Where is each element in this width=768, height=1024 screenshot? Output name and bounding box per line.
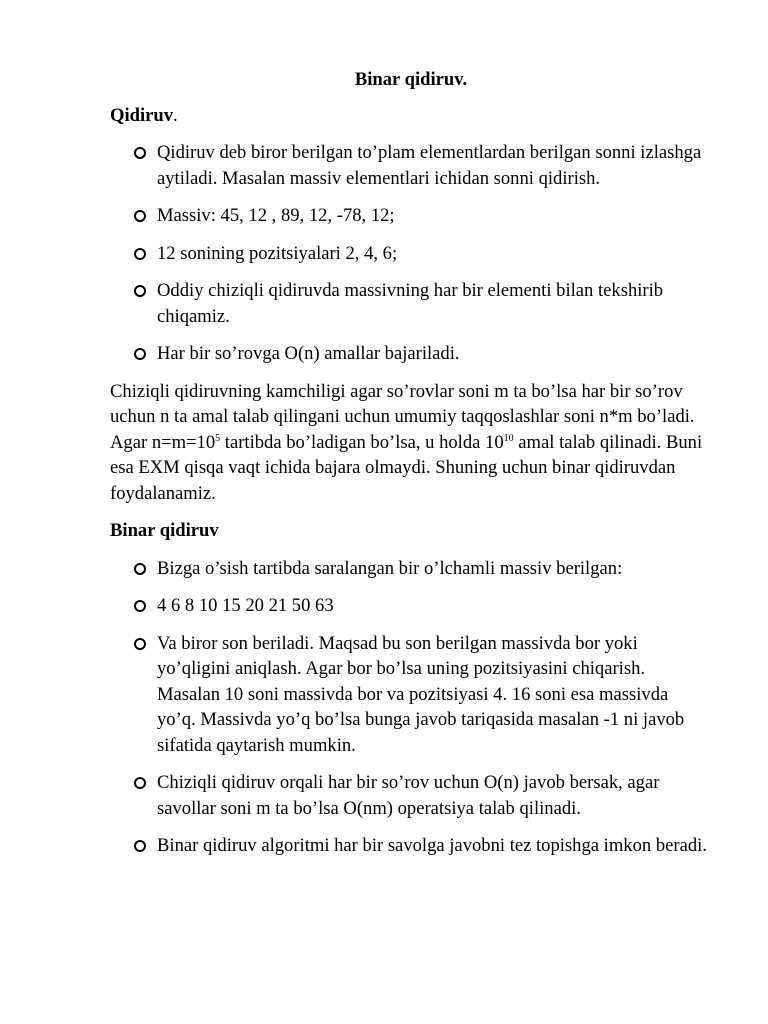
circle-bullet-icon bbox=[134, 248, 146, 260]
paragraph-text-2: tartibda bo’ladigan bo’lsa, u holda 10 bbox=[220, 431, 504, 453]
heading-text: Binar qidiruv bbox=[110, 520, 219, 541]
list-item bbox=[110, 241, 710, 267]
list-item bbox=[110, 556, 710, 582]
exponent-10: 10 bbox=[503, 432, 514, 444]
heading-period: . bbox=[173, 104, 178, 126]
list-item-text: 12 sonining pozitsiyalari 2, 4, 6; bbox=[157, 242, 398, 264]
section-heading-qidiruv bbox=[110, 103, 710, 129]
heading-text: Qidiruv bbox=[110, 104, 174, 126]
list-item-text: 4 6 8 10 15 20 21 50 63 bbox=[157, 595, 334, 616]
circle-bullet-icon bbox=[134, 348, 146, 360]
list-item bbox=[110, 833, 710, 859]
body-paragraph bbox=[110, 379, 710, 507]
circle-bullet-icon bbox=[134, 285, 146, 297]
circle-bullet-icon bbox=[134, 638, 146, 650]
list-item-text: Binar qidiruv algoritmi har bir savolga javobni tez topishga imkon beradi. bbox=[157, 835, 707, 856]
circle-bullet-icon bbox=[134, 777, 146, 789]
circle-bullet-icon bbox=[134, 600, 146, 612]
paragraph-text-1: Chiziqli qidiruvning kamchiligi agar so’rovlar soni m ta bo’lsa har bir so’rov uchun n ta amal talab qilingani uchun umumiy taqqoslashlar soni n*m bo’ladi. Agar n=m=10 bbox=[110, 380, 695, 453]
section-heading-binar-qidiruv bbox=[110, 518, 710, 544]
circle-bullet-icon bbox=[134, 563, 146, 575]
list-item bbox=[110, 770, 710, 821]
list-item-text: Chiziqli qidiruv orqali har bir so’rov uchun O(n) javob bersak, agar savollar soni m ta bo’lsa O(nm) operatsiya talab qilinadi. bbox=[157, 772, 660, 819]
list-item bbox=[110, 341, 710, 367]
list-item bbox=[110, 593, 710, 619]
list-item-text: Har bir so’rovga O(n) amallar bajariladi. bbox=[157, 343, 460, 364]
document-title: Binar qidiruv. bbox=[354, 69, 468, 90]
list-item-text: Va biror son beriladi. Maqsad bu son berilgan massivda bor yoki yo’qligini aniqlash. Agar bor bo’lsa uning pozitsiyasini chiqarish. Masalan 10 soni massivda bor va pozitsiyasi 4. 16 soni esa massivda yo’q. Massivda yo’q bo’lsa bunga javob tariqasida masalan -1 ni javob sifatida qaytarish mumkin. bbox=[157, 632, 685, 756]
bullet-list-binar-qidiruv bbox=[110, 556, 710, 859]
list-item bbox=[110, 278, 710, 329]
circle-bullet-icon bbox=[134, 147, 146, 159]
list-item-text: Bizga o’sish tartibda saralangan bir o’lchamli massiv berilgan: bbox=[157, 557, 623, 579]
bullet-list-qidiruv bbox=[110, 140, 710, 367]
list-item bbox=[110, 631, 710, 759]
exponent-5: 5 bbox=[215, 432, 221, 444]
circle-bullet-icon bbox=[134, 210, 146, 222]
list-item-text: Massiv: 45, 12 , 89, 12, -78, 12; bbox=[157, 205, 395, 226]
list-item-text: Qidiruv deb biror berilgan to’plam elementlardan berilgan sonni izlashga aytiladi. Masalan massiv elementlari ichidan sonni qidirish. bbox=[157, 142, 702, 189]
list-item-text: Oddiy chiziqli qidiruvda massivning har bir elementi bilan tekshirib chiqamiz. bbox=[157, 280, 664, 327]
paragraph-text-3: amal talab qilinadi. Buni esa EXM qisqa vaqt ichida bajara olmaydi. Shuning uchun binar qidiruvdan foydalanamiz. bbox=[110, 431, 703, 504]
circle-bullet-icon bbox=[134, 840, 146, 852]
list-item bbox=[110, 203, 710, 229]
list-item bbox=[110, 140, 710, 191]
